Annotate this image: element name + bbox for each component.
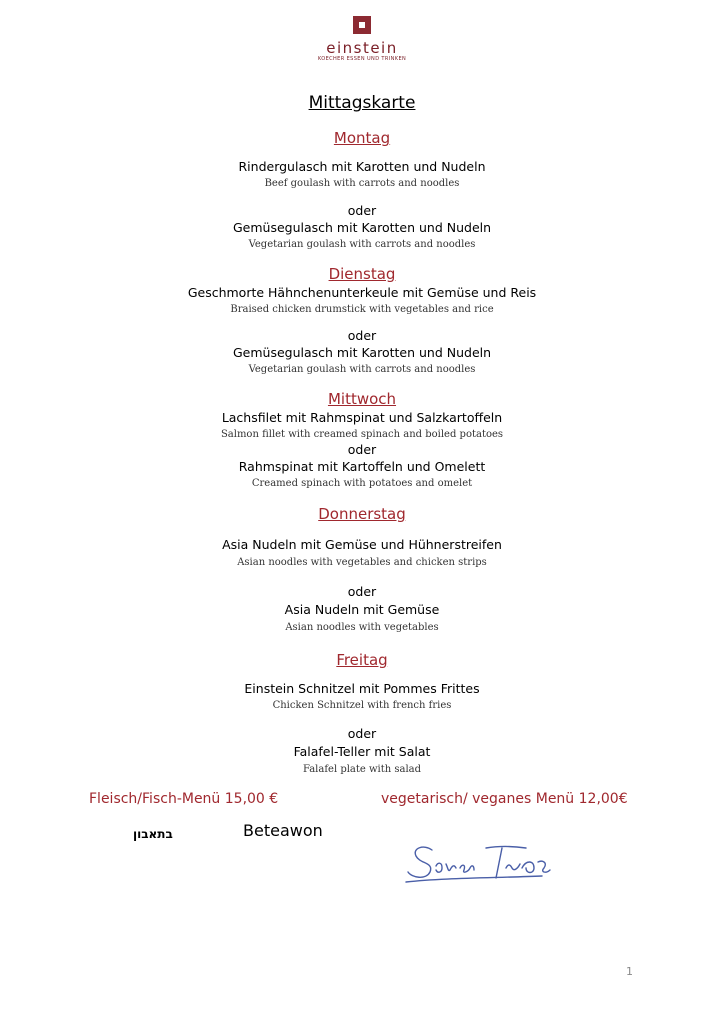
day-heading-montag: Montag [333, 129, 391, 147]
dish-dienstag-1: Geschmorte Hähnchenunterkeule mit Gemüse und Reis [187, 285, 537, 300]
dish-translation-dienstag-2: Vegetarian goulash with carrots and noodles [248, 364, 476, 375]
dish-translation-dienstag-1: Braised chicken drumstick with vegetables and rice [230, 304, 494, 315]
page-number: 1 [626, 965, 633, 978]
dish-translation-freitag-1: Chicken Schnitzel with french fries [272, 700, 452, 711]
logo-wordmark: einstein [326, 39, 398, 57]
dish-mittwoch-1: Lachsfilet mit Rahmspinat und Salzkartoffeln [221, 410, 503, 425]
dish-translation-mittwoch-1: Salmon fillet with creamed spinach and boiled potatoes [220, 429, 504, 440]
dish-mittwoch-2: Rahmspinat mit Kartoffeln und Omelett [238, 459, 486, 474]
logo-square-icon [353, 16, 371, 34]
einstein-logo [302, 16, 422, 76]
handwritten-signature [402, 838, 554, 888]
dish-donnerstag-2: Asia Nudeln mit Gemüse [284, 602, 440, 617]
dish-montag-2: Gemüsegulasch mit Karotten und Nudeln [232, 220, 492, 235]
or-separator-montag: oder [347, 203, 377, 218]
or-separator-donnerstag: oder [347, 584, 377, 599]
dish-freitag-1: Einstein Schnitzel mit Pommes Frittes [244, 681, 480, 696]
dish-translation-montag-2: Vegetarian goulash with carrots and noodles [248, 239, 476, 250]
dish-dienstag-2: Gemüsegulasch mit Karotten und Nudeln [232, 345, 492, 360]
logo-tagline: KOECHER ESSEN UND TRINKEN [317, 56, 407, 62]
dish-translation-freitag-2: Falafel plate with salad [302, 764, 422, 775]
dish-montag-1: Rindergulasch mit Karotten und Nudeln [238, 159, 486, 174]
dish-translation-donnerstag-1: Asian noodles with vegetables and chicken strips [237, 557, 487, 568]
dish-donnerstag-1: Asia Nudeln mit Gemüse und Hühnerstreifen [222, 537, 502, 552]
page-title: Mittagskarte [308, 93, 416, 113]
or-separator-freitag: oder [347, 726, 377, 741]
day-heading-donnerstag: Donnerstag [318, 505, 406, 523]
price-meat-fish: Fleisch/Fisch-Menü 15,00 € [89, 791, 279, 807]
day-heading-mittwoch: Mittwoch [327, 390, 397, 408]
dish-translation-mittwoch-2: Creamed spinach with potatoes and omelet [251, 478, 473, 489]
or-separator-mittwoch: oder [347, 442, 377, 457]
greeting-hebrew: בתאבון [133, 827, 173, 841]
or-separator-dienstag: oder [347, 328, 377, 343]
dish-translation-montag-1: Beef goulash with carrots and noodles [264, 178, 460, 189]
day-heading-freitag: Freitag [336, 651, 388, 669]
greeting-latin: Beteawon [243, 821, 323, 840]
price-vegetarian: vegetarisch/ veganes Menü 12,00€ [381, 791, 628, 807]
dish-translation-donnerstag-2: Asian noodles with vegetables [285, 622, 439, 633]
day-heading-dienstag: Dienstag [328, 265, 396, 283]
dish-freitag-2: Falafel-Teller mit Salat [293, 744, 431, 759]
